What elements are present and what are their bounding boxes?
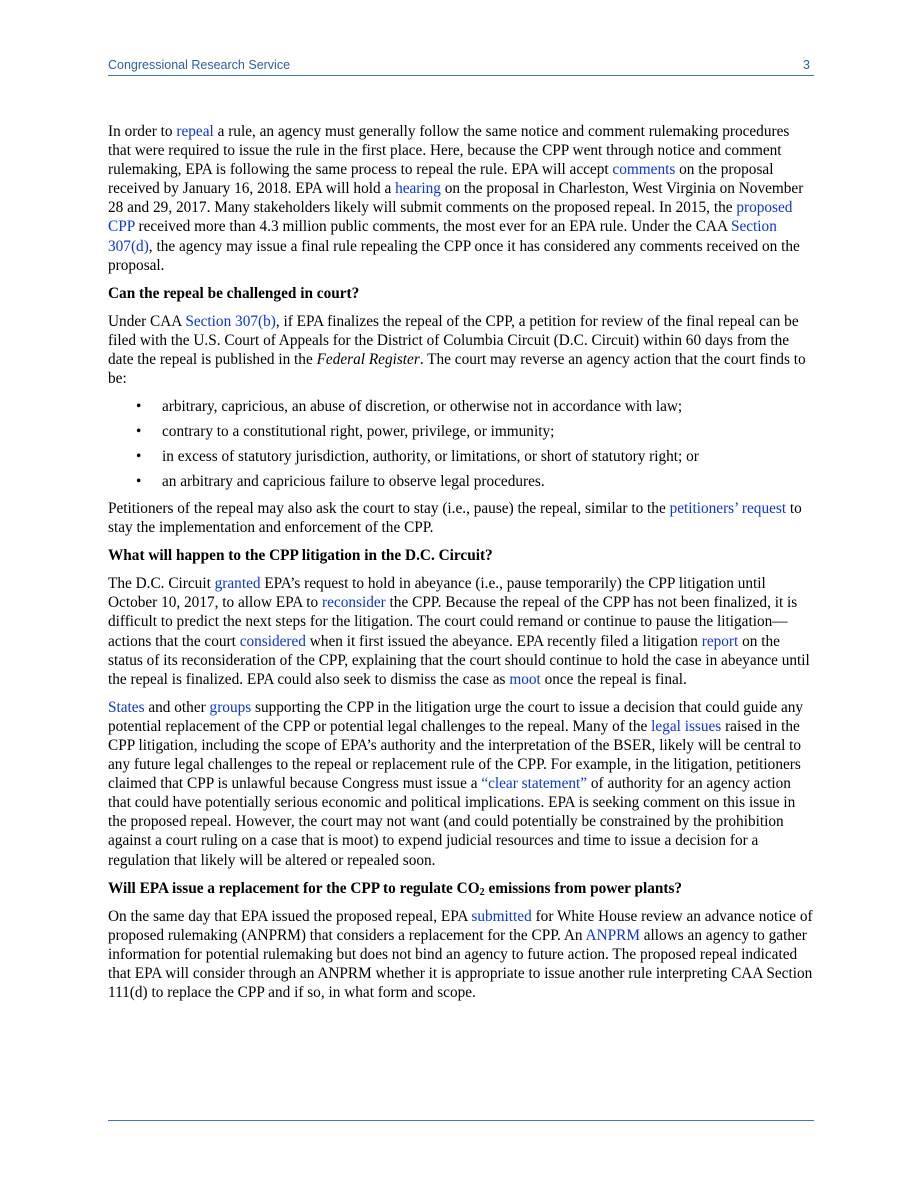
text-run: Petitioners of the repeal may also ask the court to stay (i.e., pause) the repeal, similar to the xyxy=(108,499,670,517)
text-run: received more than 4.3 million public comments, the most ever for an EPA rule. Under the CAA xyxy=(134,218,731,236)
bullet-glyph: • xyxy=(136,448,142,465)
bullet-glyph: • xyxy=(136,472,142,490)
italic-text: Federal Register xyxy=(316,351,420,369)
inline-link[interactable]: ANPRM xyxy=(585,926,640,944)
text-run: emissions from power plants? xyxy=(484,879,683,897)
text-run: On the same day that EPA issued the proposed repeal, EPA xyxy=(108,907,472,925)
inline-link[interactable]: submitted xyxy=(471,907,532,925)
inline-link[interactable]: report xyxy=(701,632,739,650)
text-run: to stay the implementation and enforcement of the CPP. xyxy=(108,499,802,537)
page-number: 3 xyxy=(803,58,810,72)
page-header xyxy=(108,58,814,76)
inline-link[interactable]: considered xyxy=(239,632,306,650)
inline-link[interactable]: proposed CPP xyxy=(108,199,793,236)
inline-link[interactable]: petitioners’ request xyxy=(669,499,787,517)
text-run: . The court may reverse an agency action that the court finds to be: xyxy=(108,351,806,388)
list-item-text: an arbitrary and capricious failure to observe legal procedures. xyxy=(162,472,545,490)
text-run: In order to xyxy=(108,123,177,140)
header-org: Congressional Research Service xyxy=(108,58,291,72)
grounds-list xyxy=(108,397,816,491)
text-run: EPA’s request to hold in abeyance (i.e., pause temporarily) the CPP litigation until October 10, 2017, to allow EPA to xyxy=(108,575,766,612)
paragraph-states-groups xyxy=(108,698,816,870)
text-run: once the repeal is final. xyxy=(540,670,687,688)
question-challenge-in-court: Can the repeal be challenged in court? xyxy=(108,284,360,302)
paragraph-judicial-review xyxy=(108,312,816,388)
text-run: on the status of its reconsideration of the CPP, explaining that the court should continue to hold the case in abeyance until the repeal is finalized. EPA could also seek to dismiss the case as xyxy=(108,632,810,688)
bullet-glyph: • xyxy=(136,423,142,441)
text-run: raised in the CPP litigation, including the scope of EPA’s authority and the interpretation of the BSER, likely will be central to any future legal challenges to the repeal or replacement rule of the CPP. For example, in the litigation, petitioners claimed that CPP is unlawful because Congress must issue a xyxy=(108,717,802,793)
text-run: a rule, an agency must generally follow the same notice and comment rulemaking procedures that were required to issue the rule in the first place. Here, because the CPP went through notice and comment rulemaking, EPA is following the same process to repeal the rule. EPA will accept xyxy=(108,123,790,179)
text-run: The D.C. Circuit xyxy=(108,575,215,593)
text-run: on the proposal in Charleston, West Virginia on November 28 and 29, 2017. Many stakeholders likely will submit comments on the proposed repeal. In 2015, the xyxy=(108,180,804,217)
text-run: allows an agency to gather information for potential rulemaking but does not bind an agency to future action. The proposed repeal indicated that EPA will consider through an ANPRM whether it is appropriate to issue another rule interpreting CAA Section 111(d) to replace the CPP and if so, in what form and scope. xyxy=(108,926,813,1002)
list-item xyxy=(108,422,816,441)
inline-link[interactable]: “clear statement” xyxy=(481,775,588,793)
list-item-text: in excess of statutory jurisdiction, authority, or limitations, or short of statutory right; or xyxy=(162,448,699,465)
inline-link[interactable]: moot xyxy=(509,670,541,688)
inline-link[interactable]: repeal xyxy=(176,123,214,140)
text-run: and other xyxy=(144,698,210,716)
text-run: Under CAA xyxy=(108,312,186,330)
page-body xyxy=(108,122,816,1011)
inline-link[interactable]: Section 307(b) xyxy=(185,312,276,330)
text-run: supporting the CPP in the litigation urge the court to issue a decision that could guide any potential replacement of the CPP or potential legal challenges to the repeal. Many of the xyxy=(108,698,804,735)
inline-link[interactable]: legal issues xyxy=(651,717,722,735)
paragraph-repeal-process xyxy=(108,122,816,275)
inline-link[interactable]: Section 307(d) xyxy=(108,218,777,255)
text-run: for White House review an advance notice of proposed rulemaking (ANPRM) that considers a replacement for the CPP. An xyxy=(108,907,813,944)
text-run: on the proposal received by January 16, 2018. EPA will hold a xyxy=(108,161,774,198)
list-item xyxy=(108,447,816,466)
footer-rule xyxy=(108,1120,814,1121)
inline-link[interactable]: reconsider xyxy=(322,594,386,612)
paragraph-anprm xyxy=(108,907,816,1002)
inline-link[interactable]: granted xyxy=(214,575,261,593)
list-item xyxy=(108,397,816,416)
paragraph-abeyance xyxy=(108,574,816,689)
subscript: 2 xyxy=(479,886,485,898)
question-replacement xyxy=(108,879,816,898)
text-run: , the agency may issue a final rule repealing the CPP once it has considered any comments received on the proposal. xyxy=(108,237,800,274)
inline-link[interactable]: States xyxy=(108,698,145,716)
paragraph-stay-request xyxy=(108,499,816,537)
text-run: when it first issued the abeyance. EPA recently filed a litigation xyxy=(305,632,702,650)
text-run: of authority for an agency action that could have potentially serious economic and political implications. EPA is seeking comment on this issue in the proposed repeal. However, the court may not want (and could potentially be constrained by the prohibition against a court ruling on a case that is moot) to expend judicial resources and time to issue a decision for a regulation that likely will be altered or repealed soon. xyxy=(108,775,796,869)
inline-link[interactable]: comments xyxy=(612,161,676,179)
list-item xyxy=(108,472,816,491)
inline-link[interactable]: hearing xyxy=(395,180,441,198)
list-item-text: contrary to a constitutional right, power, privilege, or immunity; xyxy=(162,423,555,441)
inline-link[interactable]: groups xyxy=(209,698,252,716)
question-litigation: What will happen to the CPP litigation in the D.C. Circuit? xyxy=(108,547,493,565)
bullet-glyph: • xyxy=(136,398,142,416)
text-run: Will EPA issue a replacement for the CPP to regulate CO xyxy=(108,879,480,897)
text-run: , if EPA finalizes the repeal of the CPP, a petition for review of the final repeal can be filed with the U.S. Court of Appeals for the District of Columbia Circuit (D.C. Circuit) within 60 days from the date the repeal is published in the xyxy=(108,312,799,369)
list-item-text: arbitrary, capricious, an abuse of discretion, or otherwise not in accordance with law; xyxy=(162,398,683,416)
text-run: the CPP. Because the repeal of the CPP has not been finalized, it is difficult to predict the next steps for the litigation. The court could remand or continue to pause the litigation—actions that the court xyxy=(108,594,798,650)
